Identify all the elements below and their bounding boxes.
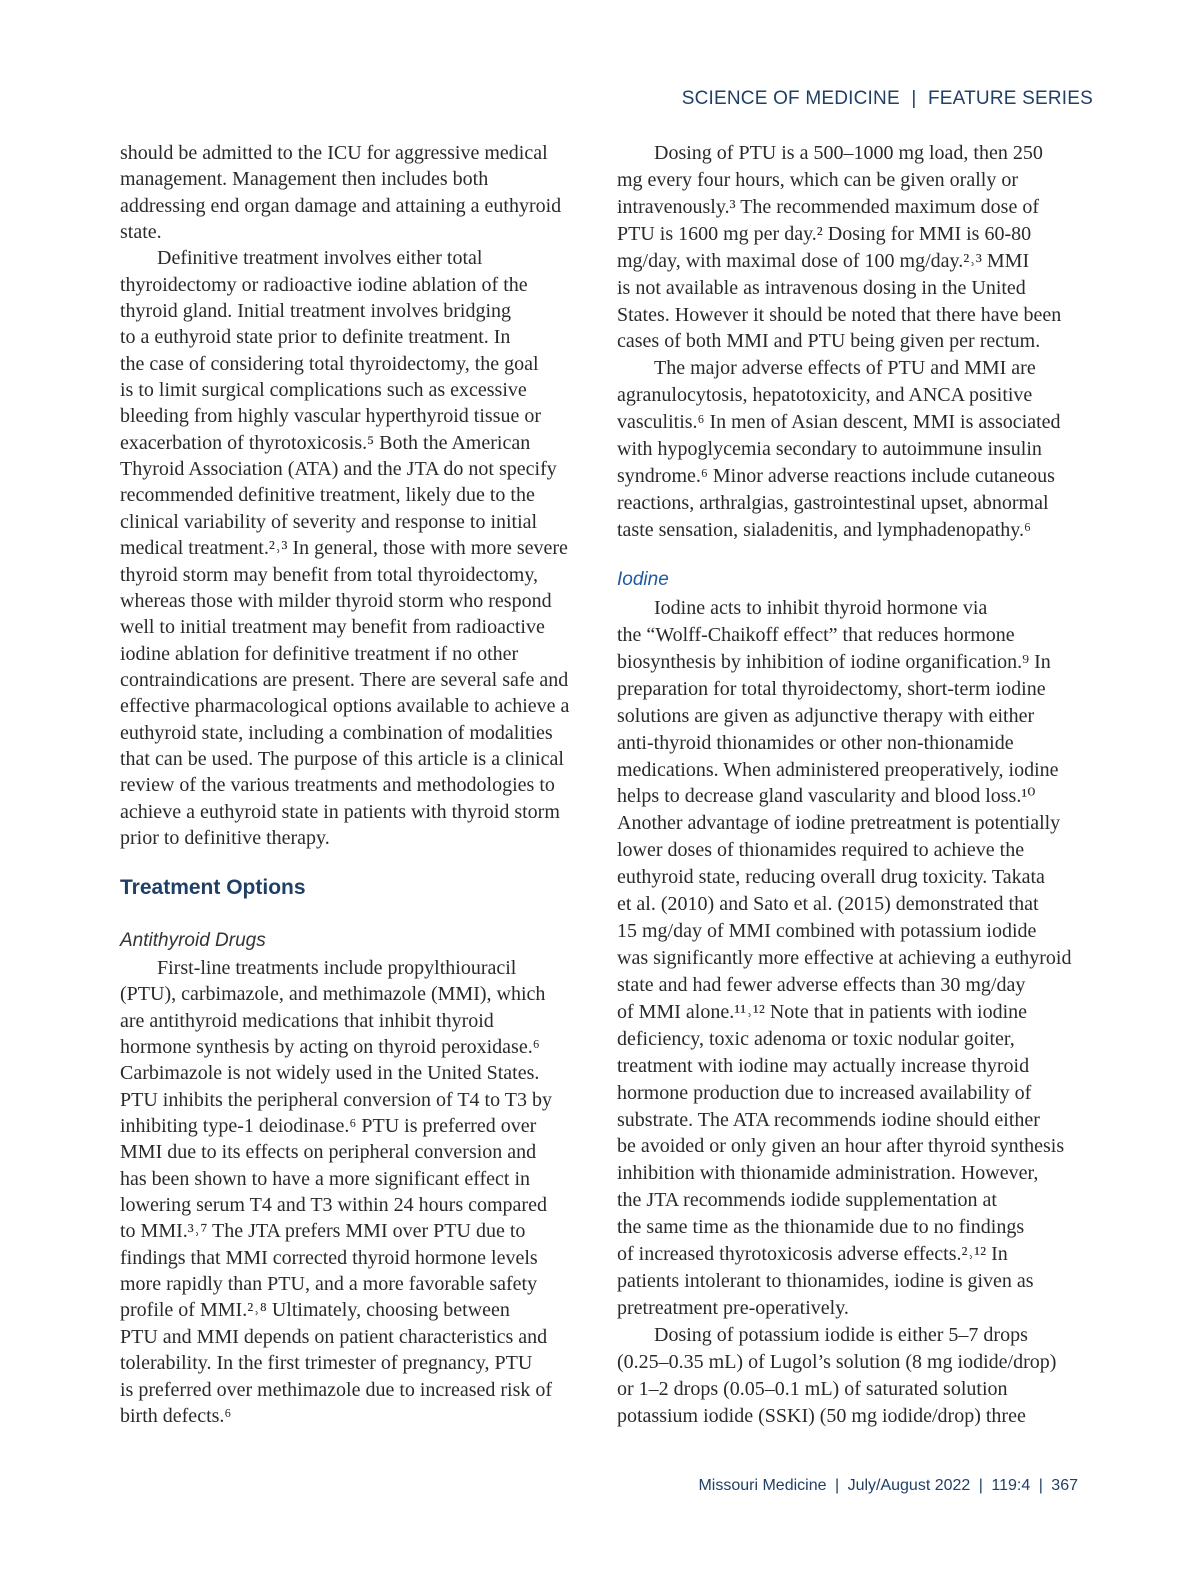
text-line: Iodine acts to inhibit thyroid hormone via [654,597,988,619]
paragraph [617,595,1097,1322]
text-line: PTU and MMI depends on patient characteristics and [120,1325,548,1348]
text-line: mg/day, with maximal dose of 100 mg/day.²˒³ MMI [617,249,1030,272]
text-line: preparation for total thyroidectomy, short-term iodine [617,677,1046,700]
text-line: substrate. The ATA recommends iodine should either [617,1108,1040,1131]
text-line: The major adverse effects of PTU and MMI are [654,357,1036,380]
text-line: be avoided or only given an hour after thyroid synthesis [617,1135,1065,1158]
text-line: state and had fewer adverse effects than 30 mg/day [617,973,1026,996]
text-line: to MMI.³˒⁷ The JTA prefers MMI over PTU due to [120,1220,526,1243]
text-line: has been shown to have a more significant effect in [120,1167,531,1190]
text-line: state. [120,221,162,244]
text-line: et al. (2010) and Sato et al. (2015) demonstrated that [617,893,1039,916]
text-line: prior to definitive therapy. [120,826,330,849]
text-line: mg every four hours, which can be given orally or [617,168,1018,191]
text-line: 15 mg/day of MMI combined with potassium iodide [617,920,1037,943]
footer-issue-date: July/August 2022 [847,1477,971,1494]
footer-separator: | [834,1477,840,1494]
text-line: or 1–2 drops (0.05–0.1 mL) of saturated solution [617,1377,1008,1400]
text-line: tolerability. In the first trimester of pregnancy, PTU [120,1352,533,1375]
text-line: bleeding from highly vascular hyperthyroid tissue or [120,405,542,428]
header-separator: | [911,88,917,109]
text-line: whereas those with milder thyroid storm who respond [120,589,552,612]
text-line: was significantly more effective at achieving a euthyroid [617,946,1072,969]
text-line: should be admitted to the ICU for aggressive medical [120,142,548,164]
text-line: Definitive treatment involves either total [157,247,483,270]
text-line: recommended definitive treatment, likely due to the [120,484,535,507]
text-line: pretreatment pre-operatively. [617,1296,849,1319]
text-line: euthyroid state, including a combination of modalities [120,721,553,744]
text-line: medications. When administered preoperatively, iodine [617,758,1059,781]
header-section: SCIENCE OF MEDICINE [681,88,900,109]
text-line: PTU is 1600 mg per day.² Dosing for MMI is 60-80 [617,222,1032,245]
text-line: potassium iodide (SSKI) (50 mg iodide/drop) three [617,1404,1026,1427]
text-line: of MMI alone.¹¹˒¹² Note that in patients with iodine [617,1000,1028,1023]
text-line: Dosing of PTU is a 500–1000 mg load, then 250 [654,142,1043,164]
text-line: Another advantage of iodine pretreatment is potentially [617,812,1061,835]
paragraph [120,955,600,1429]
text-line: lowering serum T4 and T3 within 24 hours compared [120,1194,547,1217]
footer-volume: 119:4 [991,1477,1031,1494]
paragraph [617,355,1097,543]
paragraph [617,140,1097,355]
subheading-antithyroid-drugs: Antithyroid Drugs [120,930,266,951]
text-line: medical treatment.²˒³ In general, those with more severe [120,537,568,560]
text-line: biosynthesis by inhibition of iodine organification.⁹ In [617,650,1051,673]
header-series: FEATURE SERIES [927,88,1093,109]
text-line: the JTA recommends iodide supplementation at [617,1189,997,1212]
text-line: MMI due to its effects on peripheral conversion and [120,1141,537,1164]
text-line: addressing end organ damage and attaining a euthyroid [120,194,562,217]
text-line: is preferred over methimazole due to increased risk of [120,1378,553,1401]
footer-separator: | [1038,1477,1043,1494]
text-line: the case of considering total thyroidectomy, the goal [120,352,539,375]
left-intro-text [120,140,600,851]
text-line: inhibiting type-1 deiodinase.⁶ PTU is preferred over [120,1115,537,1138]
text-line: solutions are given as adjunctive therapy with either [617,704,1035,727]
footer-page-number: 367 [1051,1477,1078,1494]
footer-journal: Missouri Medicine [698,1477,827,1494]
text-line: vasculitis.⁶ In men of Asian descent, MMI is associated [617,411,1061,434]
text-line: lower doses of thionamides required to achieve the [617,839,1025,862]
paragraph [120,140,600,245]
text-line: clinical variability of severity and response to initial [120,510,538,533]
text-line: euthyroid state, reducing overall drug toxicity. Takata [617,866,1045,889]
text-line: well to initial treatment may benefit from radioactive [120,616,545,639]
paragraph [617,1322,1097,1430]
text-line: thyroid storm may benefit from total thyroidectomy, [120,563,539,586]
text-line: (0.25–0.35 mL) of Lugol’s solution (8 mg iodide/drop) [617,1350,1057,1373]
left-drug-text [120,955,600,1429]
text-line: findings that MMI corrected thyroid hormone levels [120,1246,538,1269]
text-line: management. Management then includes both [120,168,489,191]
text-line: syndrome.⁶ Minor adverse reactions include cutaneous [617,465,1055,488]
text-line: of increased thyrotoxicosis adverse effects.²˒¹² In [617,1243,1008,1266]
right-drug-text [617,140,1097,544]
text-line: is to limit surgical complications such as excessive [120,379,527,402]
text-line: Dosing of potassium iodide is either 5–7 drops [654,1323,1028,1346]
text-line: effective pharmacological options available to achieve a [120,695,570,718]
text-line: inhibition with thionamide administration. However, [617,1162,1039,1185]
text-line: that can be used. The purpose of this article is a clinical [120,747,564,770]
text-line: (PTU), carbimazole, and methimazole (MMI), which [120,983,546,1006]
text-line: birth defects.⁶ [120,1404,232,1427]
text-line: is not available as intravenous dosing in the United [617,276,1026,299]
right-iodine-text [617,595,1097,1430]
text-line: deficiency, toxic adenoma or toxic nodular goiter, [617,1027,1015,1050]
text-line: cases of both MMI and PTU being given per rectum. [617,330,1041,353]
text-line: intravenously.³ The recommended maximum dose of [617,195,1040,218]
text-line: exacerbation of thyrotoxicosis.⁵ Both the American [120,431,531,454]
text-line: reactions, arthralgias, gastrointestinal upset, abnormal [617,491,1049,514]
text-line: Carbimazole is not widely used in the United States. [120,1062,540,1085]
text-line: iodine ablation for definitive treatment if no other [120,642,519,665]
text-line: to a euthyroid state prior to definite treatment. In [120,326,511,349]
text-line: achieve a euthyroid state in patients with thyroid storm [120,800,560,823]
text-line: thyroid gland. Initial treatment involves bridging [120,300,512,323]
text-line: with hypoglycemia secondary to autoimmune insulin [617,438,1042,461]
text-line: review of the various treatments and methodologies to [120,774,555,797]
text-line: taste sensation, sialadenitis, and lymphadenopathy.⁶ [617,518,1031,541]
text-line: thyroidectomy or radioactive iodine ablation of the [120,273,528,296]
footer-separator: | [978,1477,983,1494]
subheading-iodine: Iodine [617,569,669,590]
text-line: Thyroid Association (ATA) and the JTA do not specify [120,458,557,481]
text-line: profile of MMI.²˒⁸ Ultimately, choosing between [120,1299,510,1322]
running-header [682,88,1093,110]
text-line: the “Wolff-Chaikoff effect” that reduces hormone [617,623,1015,646]
text-line: hormone production due to increased availability of [617,1081,1032,1104]
text-line: hormone synthesis by acting on thyroid peroxidase.⁶ [120,1036,540,1059]
text-line: contraindications are present. There are several safe and [120,668,569,691]
text-line: treatment with iodine may actually increase thyroid [617,1054,1030,1077]
text-line: First-line treatments include propylthiouracil [157,957,517,979]
text-line: anti-thyroid thionamides or other non-thionamide [617,731,1014,754]
text-line: PTU inhibits the peripheral conversion of T4 to T3 by [120,1088,552,1111]
text-line: are antithyroid medications that inhibit thyroid [120,1009,494,1032]
text-line: the same time as the thionamide due to no findings [617,1216,1025,1239]
paragraph [120,245,600,851]
text-line: more rapidly than PTU, and a more favorable safety [120,1273,538,1296]
text-line: helps to decrease gland vascularity and blood loss.¹⁰ [617,785,1036,808]
section-heading: Treatment Options [120,876,306,899]
text-line: agranulocytosis, hepatotoxicity, and ANCA positive [617,384,1033,407]
text-line: patients intolerant to thionamides, iodine is given as [617,1270,1034,1293]
text-line: States. However it should be noted that there have been [617,303,1062,326]
page-footer [698,1477,1078,1495]
